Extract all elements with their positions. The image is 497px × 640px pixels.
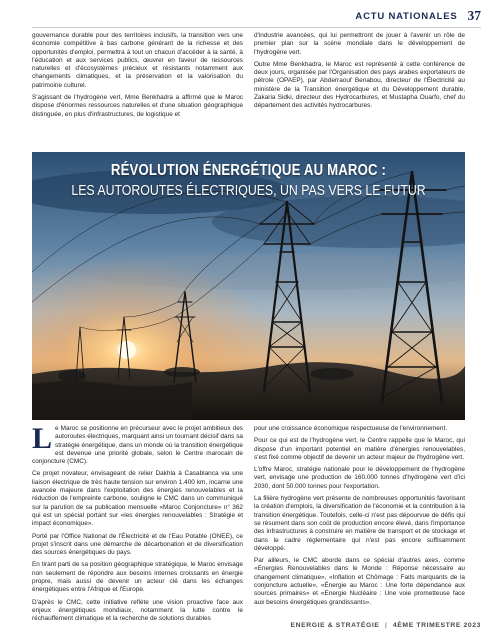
page-header xyxy=(355,8,481,24)
paragraph: La filière hydrogène vert présente de nombreuses opportunités favorisant la création d'emplois, la diversification de l'économie et la contribution à la transition énergétique. Toutefois, celle-ci n'est pas dépourvue de défis qui se résument dans son coût de production encore élevé, dans l'importance des infrastructures à construire en matière de transport et de stockage et dans le cadre réglementaire qui n'est pas encore suffisamment développé. xyxy=(254,495,465,552)
hero-title xyxy=(32,162,465,199)
hero-image xyxy=(32,152,465,420)
paragraph: Outre Mme Benkhadra, le Maroc est représenté à cette conférence de deux jours, organisée par l'Organisation des pays arabes exportateurs de pétrole (OPAEP), par Abderraouf Benabou, directeur de l'Électricité au ministère de la Transition énergétique et du Développement durable, Zakaria Sidki, directeur des Hydrocarbures, et Mustapha Ouarfo, chef du département des activités hydrocarbures. xyxy=(254,60,465,110)
paragraph: gouvernance durable pour des territoires inclusifs, la transition vers une économie compétitive à bas carbone générant de la richesse et des opportunités d'emploi, permettra à tout un chacun d'accéder à la santé, à l'éducation et aux services publics, œuvrer en faveur de ressources naturelles et d'écosystèmes précieux et résistants notamment aux changements climatiques, et la préservation et la valorisation du patrimoine culturel. xyxy=(32,32,243,89)
page-number: 37 xyxy=(467,8,481,23)
paragraph: D'après le CMC, cette initiative reflète une vision proactive face aux enjeux énergétiques mondiaux, notamment la lutte contre le réchauffement climatique et la recherche de solutions durables xyxy=(32,598,243,623)
bottom-right-column xyxy=(254,425,465,611)
publication-name: ENERGIE & STRATÉGIE xyxy=(290,622,380,629)
paragraph: S'agissant de l'hydrogène vert, Mme Benkhadra a affirmé que le Maroc dispose d'énormes ressources naturelles et d'une situation géographique distinguée, en plus d'infrastructures, de logistique et xyxy=(32,94,243,118)
top-right-column xyxy=(254,32,465,115)
paragraph: pour une croissance économique respectueuse de l'environnement. xyxy=(254,425,448,432)
top-left-column xyxy=(32,32,243,123)
drop-cap: L xyxy=(32,422,53,455)
paragraph: Porté par l'Office National de l'Électricité et de l'Eau Potable (ONEE), ce projet s'inscrit dans une démarche de décarbonation et de diversification des sources énergétiques du pays. xyxy=(32,532,243,557)
paragraph: d'industrie avancées, qui lui permettront de jouer à l'avenir un rôle de premier plan sur la scène mondiale dans le développement de l'hydrogène vert. xyxy=(254,32,465,56)
issue-label: 4ÈME TRIMESTRE 2023 xyxy=(392,622,481,629)
header-divider xyxy=(32,27,481,28)
paragraph: L'offre Maroc, stratégie nationale pour le développement de l'hydrogène vert, envisage une production de 160.000 tonnes d'hydrogène vert d'ici 2030, dont 50.000 tonnes pour l'exportation. xyxy=(254,466,465,490)
subheadline: LES AUTOROUTES ÉLECTRIQUES, UN PAS VERS LE FUTUR xyxy=(71,183,426,199)
paragraph: Ce projet novateur, envisageant de relier Dakhla à Casablanca via une liaison électrique de très haute tension sur environ 1.400 km, incarne une avancée majeure dans l'exploitation des énergies renouvelables et la réduction de l'empreinte carbone, souligne le CMC dans un communiqué sur la parution de sa publication mensuelle «Maroc Conjoncture» n° 362 qui est un spécial portant sur «les énergies renouvelables : Stratégie et impact économique». xyxy=(32,470,243,528)
paragraph: Pour ce qui est de l'hydrogène vert, le Centre rappelle que le Maroc, qui dispose d'un important potentiel en matière d'énergies renouvelables, s'est fixé comme objectif de devenir un acteur majeur de l'hydrogène vert. xyxy=(254,437,465,461)
page-footer xyxy=(290,622,481,629)
paragraph: Par ailleurs, le CMC aborde dans ce spécial d'autres axes, comme «Energies Renouvelables dans le Monde : Réponse nécessaire au changement climatique», «Inflation et Chômage : Faits marquants de la conjoncture actuelle», «Énergie au Maroc : Une forte dépendance aux sources primaires» et «Energie Nucléaire : Une voie prometteuse face aux besoins énergétiques grandissants». xyxy=(254,557,465,606)
lead-paragraph xyxy=(32,422,243,466)
paragraph: En tirant parti de sa position géographique stratégique, le Maroc envisage non seulement de répondre aux besoins internes croissants en énergie propre, mais aussi de devenir un acteur clé dans les échanges énergétiques entre l'Afrique et l'Europe. xyxy=(32,561,243,594)
footer-separator: | xyxy=(385,622,388,629)
headline: RÉVOLUTION ÉNERGÉTIQUE AU MAROC : xyxy=(110,162,387,179)
bottom-left-column xyxy=(32,422,243,628)
paragraph: e Maroc se positionne en précurseur avec le projet ambitieux des autoroutes électriques, marquant ainsi un tournant décisif dans sa stratégie énergétique, dans un monde où la transition énergétique est devenue une priorité globale, selon le Centre marocain de conjoncture (CMC). xyxy=(32,425,243,466)
section-label: ACTU NATIONALES xyxy=(355,10,458,22)
